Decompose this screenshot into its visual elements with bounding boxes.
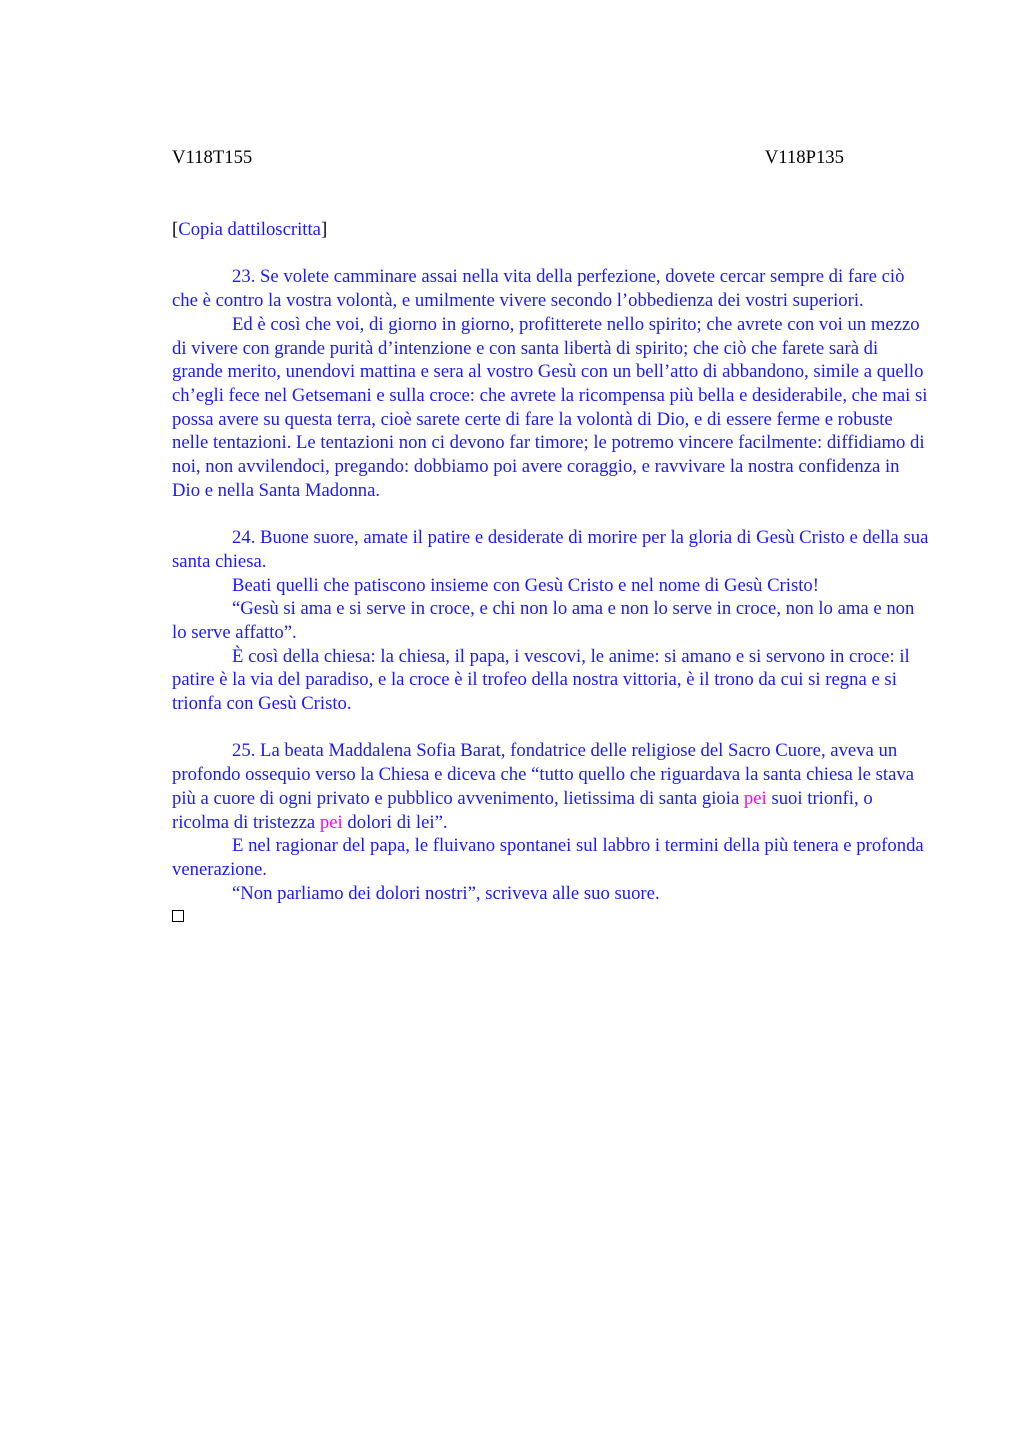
section-24-paragraph-1: 24. Buone suore, amate il patire e desiderate di morire per la gloria di Gesù Cristo e della sua santa chiesa. xyxy=(172,527,929,572)
highlighted-word: pei xyxy=(319,811,343,833)
section-25-paragraph-3: “Non parliamo dei dolori nostri”, scriveva alle suo suore. xyxy=(232,882,660,904)
source-note-text: Copia dattiloscritta xyxy=(178,219,321,240)
section-24-paragraph-4: È così della chiesa: la chiesa, il papa, i vescovi, le anime: si amano e si servono in croce: il patire è la via del paradiso, e la croce è il trofeo della nostra vittoria, è il trono da cui si regna e si trionfa con Gesù Cristo. xyxy=(172,645,910,715)
section-23 xyxy=(172,265,932,502)
source-note xyxy=(172,218,932,242)
end-marker xyxy=(172,905,932,929)
spacer xyxy=(172,502,932,526)
spacer xyxy=(172,242,932,266)
section-25-p1-text-a: 25. La beata Maddalena Sofia Barat, fondatrice delle religiose del Sacro Cuore, aveva un profondo ossequio verso la Chiesa e diceva che “tutto quello che riguardava la santa chiesa le stava più a cuore di ogni privato e pubblico avvenimento, lietissima di santa gioia xyxy=(172,740,915,809)
page-header xyxy=(172,146,932,170)
section-25-paragraph-1 xyxy=(172,739,932,834)
spacer xyxy=(172,716,932,740)
source-note-open-bracket: [ xyxy=(172,219,179,240)
section-25 xyxy=(172,739,932,905)
document-page xyxy=(172,146,932,929)
highlighted-word: pei xyxy=(743,787,767,809)
section-24 xyxy=(172,526,932,716)
section-23-paragraph-2: Ed è così che voi, di giorno in giorno, profitterete nello spirito; che avrete con voi un mezzo di vivere con grande purità d’intenzione e con santa libertà di spirito; che ciò che farete sarà di grande merito, unendovi mattina e sera al vostro Gesù con un bell’atto di abbandono, simile a quello ch’egli fece nel Getsemani e sulla croce: che avrete la ricompensa più bella e desiderabile, che mai si possa avere su questa terra, cioè sarete certe di fare la volontà di Dio, e di essere ferme e robuste nelle tentazioni. Le tentazioni non ci devono far timore; le potremo vincere facilmente: diffidiamo di noi, non avvilendoci, pregando: dobbiamo poi avere coraggio, e ravvivare la nostra confidenza in Dio e nella Santa Madonna. xyxy=(172,313,928,501)
section-25-p1-text-c: dolori di lei”. xyxy=(342,811,448,833)
source-note-close-bracket: ] xyxy=(320,219,328,240)
section-23-paragraph-1: 23. Se volete camminare assai nella vita della perfezione, dovete cercar sempre di fare ciò che è contro la vostra volontà, e umilmente vivere secondo l’obbedienza dei vostri superiori. xyxy=(172,266,905,312)
section-25-paragraph-2: E nel ragionar del papa, le fluivano spontanei sul labbro i termini della più tenera e profonda venerazione. xyxy=(172,835,924,880)
header-left-code: V118T155 xyxy=(172,147,253,168)
section-24-paragraph-2: Beati quelli che patiscono insieme con Gesù Cristo e nel nome di Gesù Cristo! xyxy=(232,574,819,596)
end-square-icon xyxy=(172,910,184,922)
header-right-code: V118P135 xyxy=(764,147,844,168)
section-25-p1-text-b: suoi trionfi, o ricolma di tristezza xyxy=(172,787,873,833)
section-24-paragraph-3: “Gesù si ama e si serve in croce, e chi non lo ama e non lo serve in croce, non lo ama e non lo serve affatto”. xyxy=(172,598,915,643)
